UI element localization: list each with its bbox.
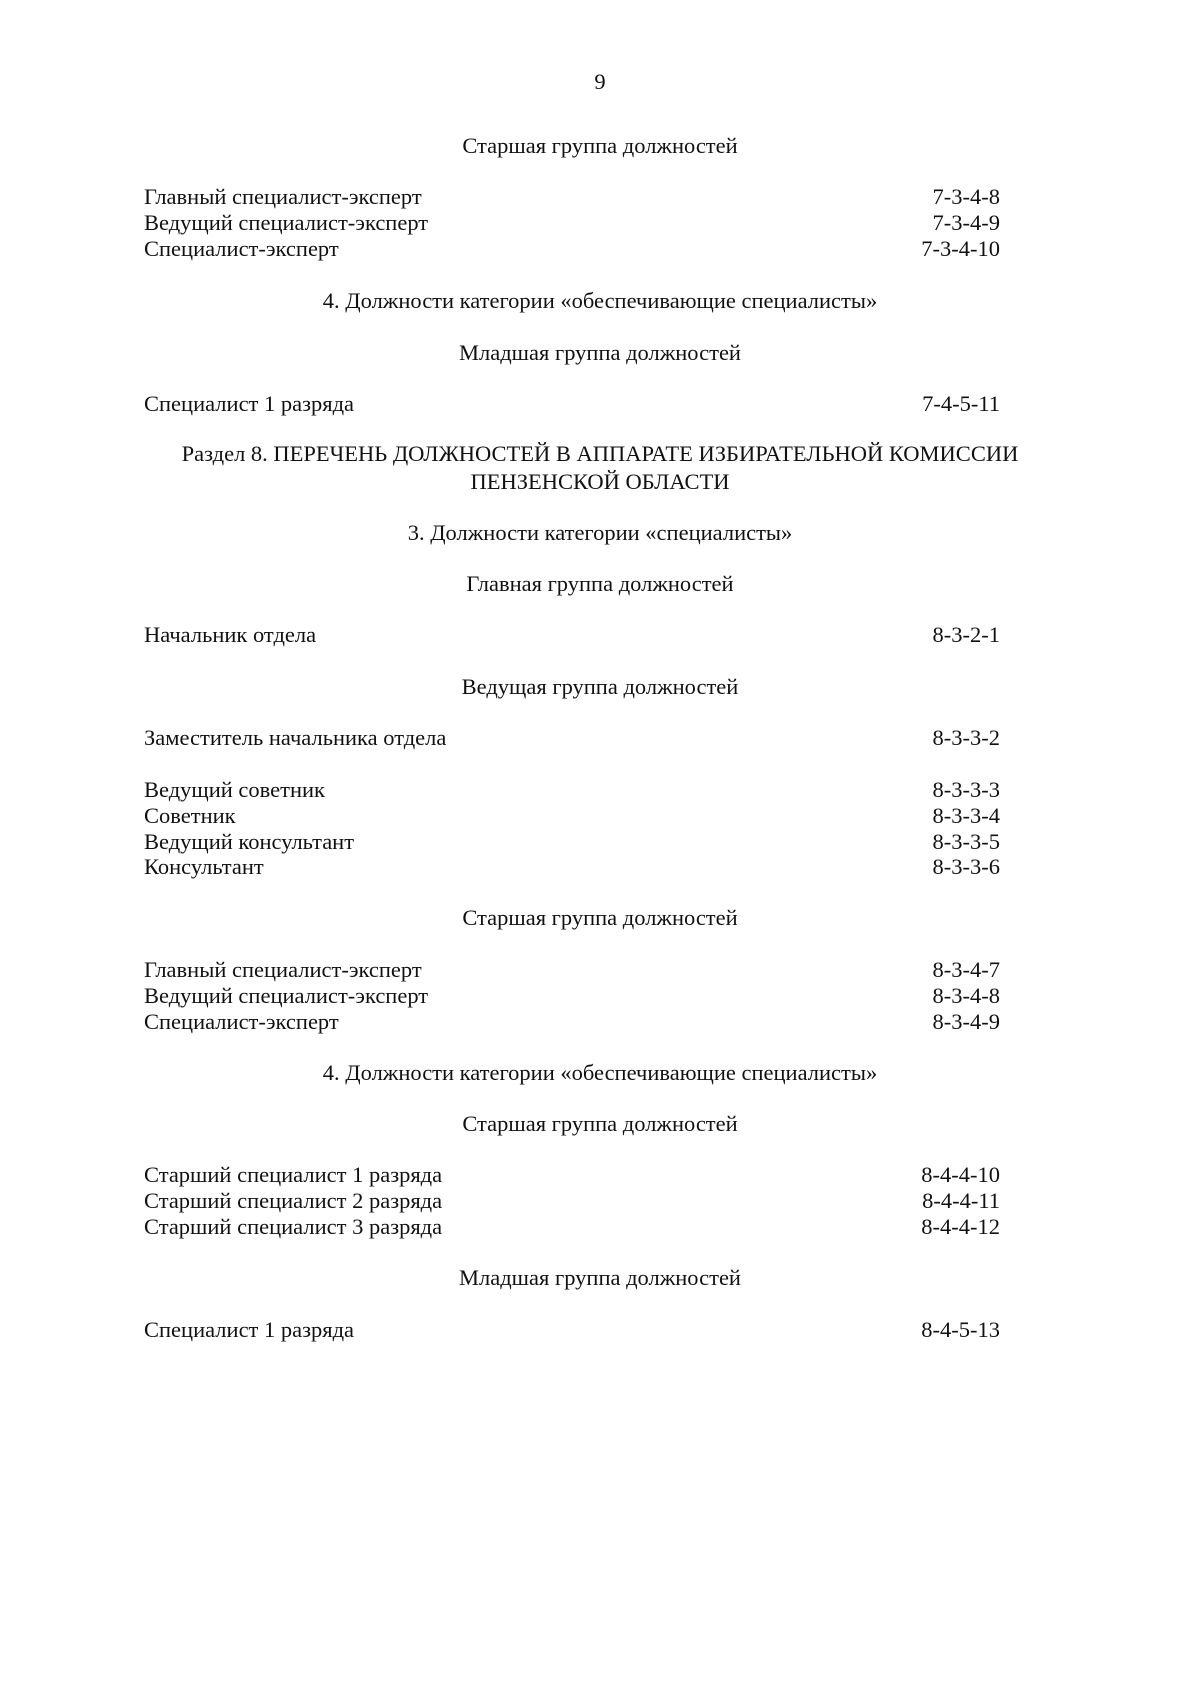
position-code: 8-3-3-2	[932, 725, 1000, 750]
position-name: Старший специалист 1 разряда	[144, 1162, 443, 1187]
position-name: Ведущий советник	[144, 777, 325, 802]
position-name: Главный специалист-эксперт	[144, 957, 422, 982]
section-title: Раздел 8. ПЕРЕЧЕНЬ ДОЛЖНОСТЕЙ В АППАРАТЕ ИЗБИРАТЕЛЬНОЙ КОМИССИИ ПЕНЗЕНСКОЙ ОБЛАСТИ	[181, 441, 1019, 494]
category-heading: 4. Должности категории «обеспечивающие специалисты»	[322, 288, 878, 313]
position-code: 8-3-3-5	[932, 829, 1000, 854]
position-name: Главный специалист-эксперт	[144, 184, 422, 209]
group-heading: Старшая группа должностей	[462, 905, 738, 930]
position-name: Начальник отдела	[144, 622, 317, 647]
position-code: 7-3-4-10	[921, 236, 1000, 261]
group-heading: Главная группа должностей	[466, 571, 734, 596]
position-code: 7-3-4-9	[932, 210, 1000, 235]
position-name: Заместитель начальника отдела	[144, 725, 447, 750]
position-code: 8-3-4-8	[932, 983, 1000, 1008]
position-code: 7-3-4-8	[932, 184, 1000, 209]
position-code: 8-4-5-13	[921, 1317, 1000, 1342]
position-name: Специалист 1 разряда	[144, 1317, 355, 1342]
group-heading: Ведущая группа должностей	[461, 674, 739, 699]
position-name: Консультант	[144, 854, 264, 879]
position-code: 8-4-4-12	[921, 1214, 1000, 1239]
position-code: 8-4-4-11	[922, 1188, 1000, 1213]
position-code: 8-3-4-9	[932, 1009, 1000, 1034]
group-heading: Старшая группа должностей	[462, 1111, 738, 1136]
position-code: 8-3-2-1	[932, 622, 1000, 647]
position-code: 8-3-4-7	[932, 957, 1000, 982]
category-heading: 3. Должности категории «специалисты»	[407, 520, 793, 545]
position-name: Ведущий специалист-эксперт	[144, 210, 429, 235]
position-code: 7-4-5-11	[922, 391, 1000, 416]
group-heading: Младшая группа должностей	[459, 1265, 741, 1290]
position-code: 8-4-4-10	[921, 1162, 1000, 1187]
group-heading: Старшая группа должностей	[462, 133, 738, 158]
position-code: 8-3-3-4	[932, 803, 1000, 828]
position-name: Советник	[144, 803, 236, 828]
group-heading: Младшая группа должностей	[459, 340, 741, 365]
position-name: Специалист 1 разряда	[144, 391, 355, 416]
position-name: Старший специалист 2 разряда	[144, 1188, 443, 1213]
position-code: 8-3-3-3	[932, 777, 1000, 802]
position-name: Старший специалист 3 разряда	[144, 1214, 443, 1239]
page-number: 9	[594, 69, 606, 94]
position-name: Специалист-эксперт	[144, 1009, 339, 1034]
position-name: Ведущий консультант	[144, 829, 355, 854]
position-name: Специалист-эксперт	[144, 236, 339, 261]
category-heading: 4. Должности категории «обеспечивающие специалисты»	[322, 1060, 878, 1085]
position-code: 8-3-3-6	[932, 854, 1000, 879]
position-name: Ведущий специалист-эксперт	[144, 983, 429, 1008]
